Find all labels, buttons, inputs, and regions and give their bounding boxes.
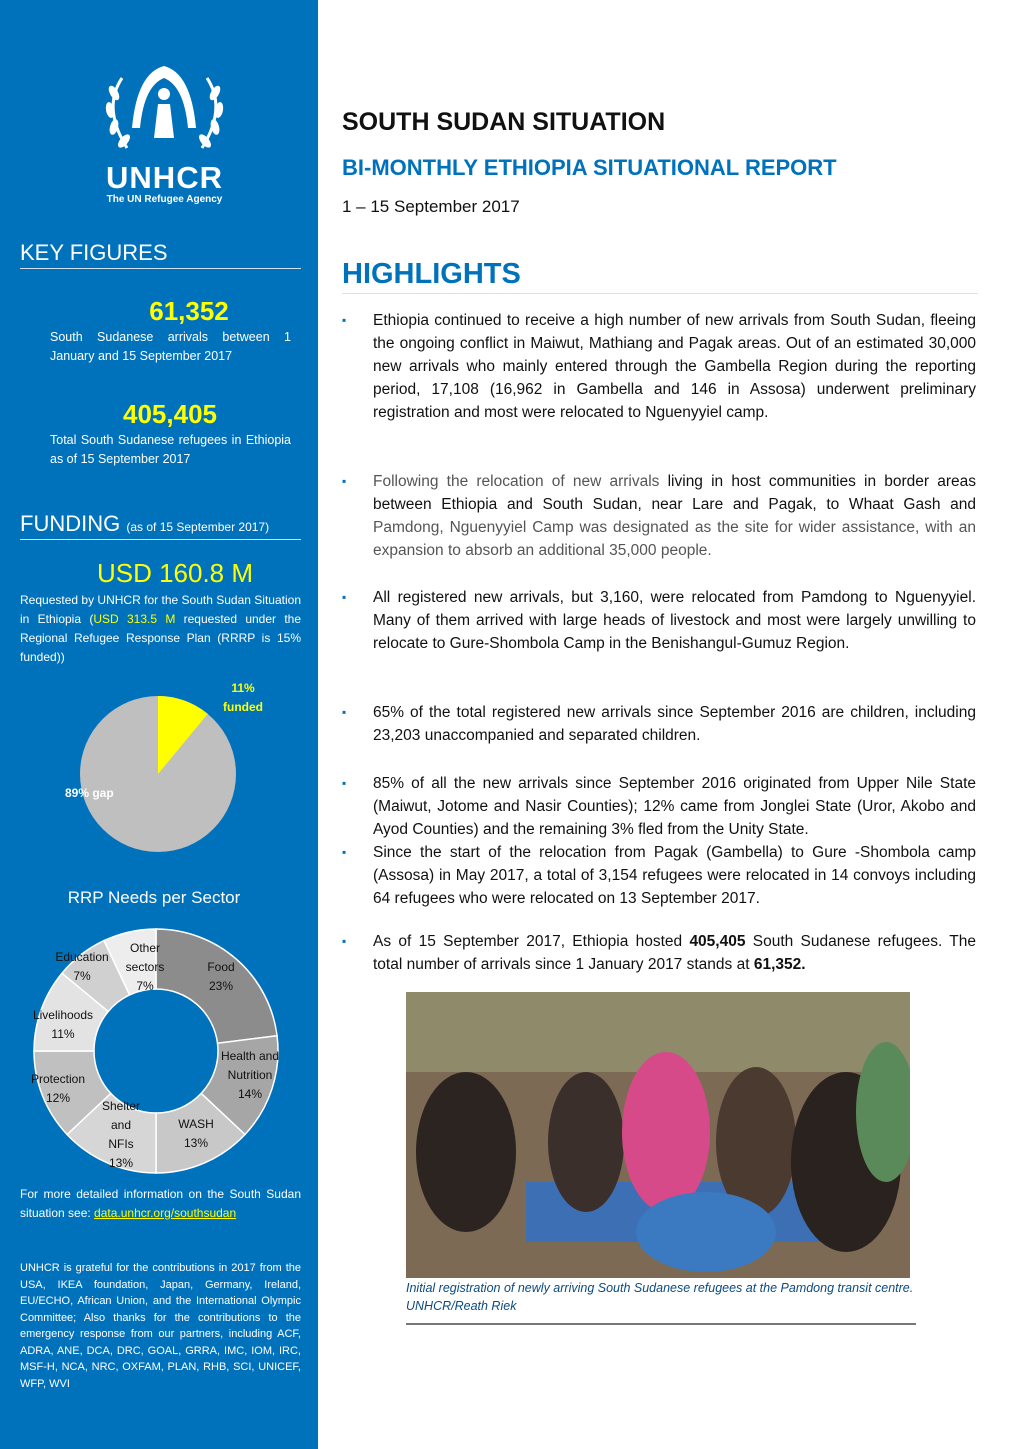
- funding-amount: USD 160.8 M: [96, 558, 254, 588]
- donut-label-health: [214, 1047, 286, 1104]
- logo-tagline: The UN Refugee Agency: [106, 194, 223, 205]
- more-info: [20, 1185, 301, 1223]
- unhcr-logo: [92, 58, 237, 208]
- funding-heading: [20, 511, 301, 540]
- photo-placeholder-icon: [406, 992, 910, 1278]
- highlight-text-7b: 405,405: [689, 933, 746, 950]
- highlight-text-3: All registered new arrivals, but 3,160, were relocated from Pamdong to Nguenyyiel. Many of them arrived with large heads of livestock and most were largely unwilling to relocate to Gure-Shombola Camp in the Benishangul-Gumuz Region.: [373, 589, 976, 652]
- bullet-icon: ▪: [342, 845, 347, 859]
- bullet-icon: ▪: [342, 934, 347, 948]
- bullet-icon: ▪: [342, 590, 347, 604]
- highlight-item: [342, 470, 976, 562]
- highlight-text-4: 65% of the total registered new arrivals since September 2016 are children, including 23,203 unaccompanied and separated children.: [373, 704, 976, 744]
- donut-label-wash: [166, 1115, 226, 1153]
- highlights-heading: HIGHLIGHTS: [342, 258, 978, 294]
- funding-heading-text: FUNDING: [20, 511, 121, 536]
- more-info-text: For more detailed information on the South Sudan situation see:: [20, 1187, 301, 1220]
- donut-label-food-name: Food: [207, 960, 235, 974]
- donut-label-health-name1: Health and: [220, 1049, 280, 1063]
- donut-label-shelter-pct: 13%: [108, 1156, 134, 1170]
- donut-label-other-pct: 7%: [136, 979, 154, 993]
- figure-arrivals-value: [20, 296, 358, 327]
- donut-label-wash-pct: 13%: [183, 1136, 209, 1150]
- funding-text-b: USD 313.5 M: [93, 612, 176, 626]
- funding-text-c: requested under the Regional Refugee Response Plan (RRRP is 15% funded)): [20, 612, 302, 664]
- figure-arrivals-text: 61,352: [149, 296, 229, 326]
- funding-text-a: Requested by UNHCR for the South Sudan Situation in Ethiopia (: [20, 593, 301, 626]
- report-subtitle: BI-MONTHLY ETHIOPIA SITUATIONAL REPORT: [342, 155, 837, 180]
- donut-label-health-pct: 14%: [237, 1087, 263, 1101]
- highlight-text-2c: Pamdong, Nguenyyiel Camp was designated as the site for wider assistance, with an expansion to absorb an additional 35,000 people.: [373, 519, 976, 559]
- donut-label-shelter-name2: and: [110, 1118, 132, 1132]
- figure-refugees-value: 405,405: [123, 399, 217, 429]
- figure-arrivals-label: South Sudanese arrivals between 1 January and 15 September 2017: [50, 330, 291, 363]
- highlight-text-7d: 61,352.: [753, 956, 806, 973]
- highlight-text-2: [373, 470, 976, 562]
- bullet-icon: ▪: [342, 313, 347, 327]
- rrp-heading: RRP Needs per Sector: [67, 888, 241, 907]
- donut-label-protection-name: Protection: [30, 1072, 86, 1086]
- registration-photo: [406, 992, 910, 1278]
- donut-label-education: [46, 948, 118, 986]
- funding-date: (as of 15 September 2017): [126, 520, 270, 534]
- donut-label-livelihoods-name: Livelihoods: [32, 1008, 94, 1022]
- report-date: 1 – 15 September 2017: [342, 197, 520, 216]
- donut-label-health-name2: Nutrition: [227, 1068, 273, 1082]
- donut-label-shelter: [93, 1097, 149, 1173]
- donut-label-education-pct: 7%: [73, 969, 91, 983]
- donut-label-shelter-name1: Shelter: [101, 1099, 141, 1113]
- highlight-text-7c: South Sudanese refugees. The total number of arrivals since 1 January 2017 stands at: [373, 933, 976, 973]
- highlight-text-6: Since the start of the relocation from Pagak (Gambella) to Gure -Shombola camp (Assosa) in May 2017, a total of 3,154 refugees were relocated in 14 convoys including 64 refugees who were relocated on 13 September 2017.: [373, 844, 976, 907]
- highlight-item: [342, 586, 976, 655]
- highlight-item: [342, 309, 976, 424]
- more-info-link[interactable]: data.unhcr.org/southsudan: [94, 1206, 237, 1220]
- highlight-text-1: Ethiopia continued to receive a high number of new arrivals from South Sudan, fleeing the ongoing conflict in Maiwut, Mathiang and Pagak areas. Out of an estimated 30,000 new arrivals who mainly entered through the Gambella Region during the reporting period, 17,108 (16,962 in Gambella and 146 in Assosa) underwent preliminary registration and most were relocated to Nguenyyiel camp.: [373, 312, 976, 421]
- donut-label-food-pct: 23%: [208, 979, 234, 993]
- unhcr-emblem-icon: [92, 58, 237, 158]
- bullet-icon: ▪: [342, 474, 347, 488]
- donut-label-protection-pct: 12%: [45, 1091, 71, 1105]
- donut-label-wash-name: WASH: [178, 1117, 214, 1131]
- highlight-text-2a: Following the relocation of new arrivals: [373, 473, 668, 490]
- highlight-text-7: [373, 930, 976, 976]
- pie-gap-label: 89% gap: [65, 786, 114, 800]
- highlight-item: [342, 930, 976, 976]
- highlight-item: [342, 701, 976, 747]
- key-figures-heading: KEY FIGURES: [20, 240, 301, 269]
- donut-label-food: [186, 958, 256, 996]
- donut-label-protection: [21, 1070, 95, 1108]
- pie-funded-pct: 11%: [231, 681, 255, 695]
- bullet-icon: ▪: [342, 705, 347, 719]
- donut-label-education-name: Education: [55, 950, 109, 964]
- highlight-text-5: 85% of all the new arrivals since September 2016 originated from Upper Nile State (Maiwut, Jotome and Nasir Counties); 12% came from Jonglei State (Uror, Akobo and Ayod Counties) and the remaining 3% fled from the Unity State.: [373, 775, 976, 838]
- report-title: SOUTH SUDAN SITUATION: [342, 108, 666, 136]
- donut-label-livelihoods: [26, 1006, 100, 1044]
- highlight-item: [342, 772, 976, 841]
- figure-refugees-label: Total South Sudanese refugees in Ethiopia as of 15 September 2017: [50, 433, 291, 466]
- funding-text: [20, 591, 301, 667]
- donut-label-other: [117, 939, 173, 996]
- bullet-icon: ▪: [342, 776, 347, 790]
- donut-label-other-name2: sectors: [125, 960, 165, 974]
- highlight-text-2b: living in host communities in border areas between Ethiopia and South Sudan, near Lare and Pagak, to Whaat Gash and: [373, 473, 976, 513]
- photo-caption: Initial registration of newly arriving South Sudanese refugees at the Pamdong transit centre. UNHCR/Reath Riek: [406, 1279, 916, 1325]
- logo-wordmark: UNHCR: [106, 160, 223, 195]
- highlight-text-7a: As of 15 September 2017, Ethiopia hosted: [373, 933, 690, 950]
- donut-label-livelihoods-pct: 11%: [51, 1027, 75, 1041]
- highlight-item: [342, 841, 976, 910]
- sidebar: [0, 0, 318, 1449]
- donut-label-shelter-name3: NFIs: [108, 1137, 134, 1151]
- donor-thanks: UNHCR is grateful for the contributions in 2017 from the USA, IKEA foundation, Japan, Germany, Ireland, EU/ECHO, African Union, and the International Olympic Committee; Also thanks for the contributions to the emergency response from our partners, including ACF, ADRA, ANE, DCA, DRC, GOAL, GRRA, IMC, IOM, IRC, MSF-H, NCA, NRC, OXFAM, PLAN, RHB, SCI, UNICEF, WFP, WVI: [20, 1262, 301, 1390]
- donut-label-other-name1: Other: [129, 941, 160, 955]
- pie-funded-label: [214, 679, 272, 717]
- pie-funded-word: funded: [223, 700, 263, 714]
